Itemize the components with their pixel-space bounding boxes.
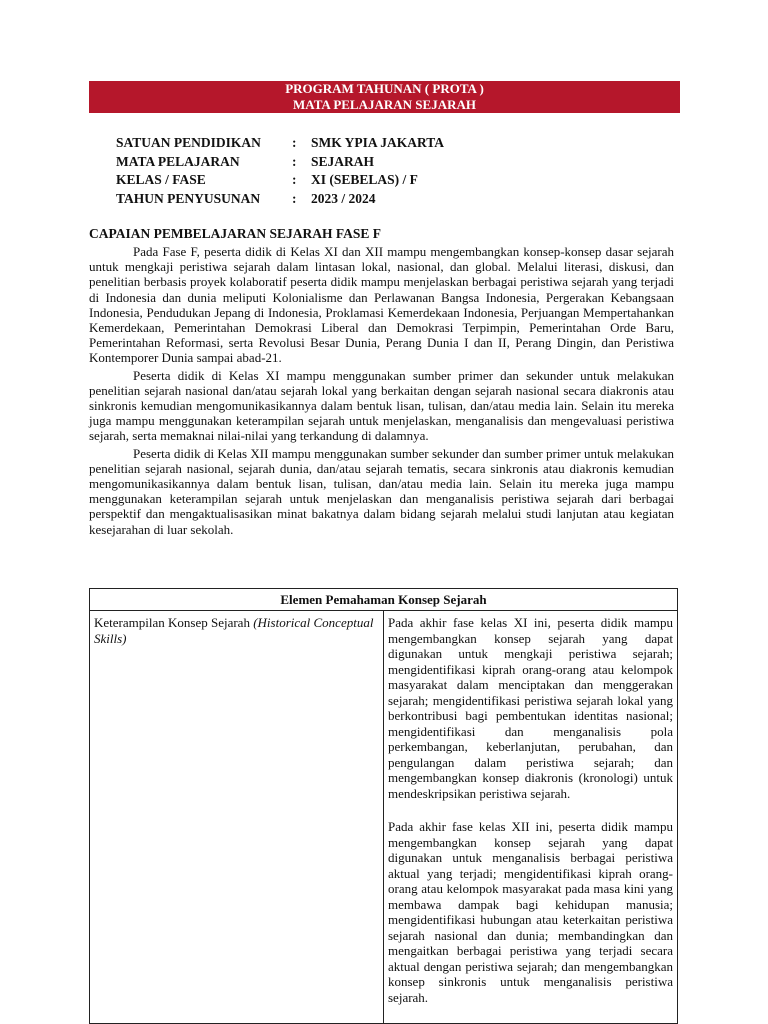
info-label: MATA PELAJARAN <box>116 153 240 169</box>
info-row-tahun <box>116 190 444 209</box>
title-line-2: MATA PELAJARAN SEJARAH <box>293 97 476 112</box>
title-line-1: PROGRAM TAHUNAN ( PROTA ) <box>285 81 484 96</box>
info-colon: : <box>292 135 297 150</box>
info-row-satuan <box>116 134 444 153</box>
info-colon: : <box>292 190 297 206</box>
description-paragraph: Pada akhir fase kelas XII ini, peserta didik mampu mengembangkan konsep sejarah yang dapat digunakan untuk menganalisis berbagai peristiwa aktual yang terjadi; mengidentifikasi kiprah orang-orang atau kelompok masyarakat pada masa kini yang membawa dampak bagi kehidupan manusia; mengidentifikasi hubungan atau keterkaitan peristiwa sejarah nasional dan dunia; membandingkan dan mengaitkan berbagai peristiwa yang terjadi secara aktual dengan peristiwa sejarah; dan mengembangkan konsep sinkronis untuk menganalisis peristiwa sejarah. <box>388 819 673 1005</box>
info-row-mapel <box>116 153 444 172</box>
info-colon: : <box>292 153 297 169</box>
element-name-cell <box>90 611 384 1024</box>
capaian-paragraph: Peserta didik di Kelas XI mampu menggunakan sumber primer dan sekunder untuk melakukan penelitian sejarah nasional dan/atau sejarah lokal yang berkaitan dengan sejarah nasional secara diakronis atau sinkronis kemudian mengomunikasikannya dalam bentuk lisan, tulisan, dan/atau media lain. Selain itu mereka juga mampu menggunakan keterampilan sejarah untuk menjelaskan, menganalisis dan mengevaluasi peristiwa sejarah, serta memaknai nilai-nilai yang terkandung di dalamnya. <box>89 367 674 444</box>
description-paragraph: Pada akhir fase kelas XI ini, peserta didik mampu mengembangkan konsep sejarah yang dapat digunakan untuk mengkaji peristiwa sejarah; mengidentifikasi kiprah orang-orang atau kelompok masyarakat dalam menciptakan dan menggerakan sejarah; mengidentifikasi peristiwa sejarah lokal yang berkontribusi bagi pembentukan identitas nasional; mengidentifikasi dan menganalisis pola perkembangan, keberlanjutan, perubahan, dan pengulangan dalam peristiwa sejarah; dan mengembangkan konsep diakronis (kronologi) untuk mendeskripsikan peristiwa sejarah. <box>388 615 673 801</box>
identity-block <box>116 134 444 208</box>
capaian-body <box>89 244 674 539</box>
table-header: Elemen Pemahaman Konsep Sejarah <box>90 589 678 611</box>
info-value: SMK YPIA JAKARTA <box>311 135 445 150</box>
info-value: SEJARAH <box>311 153 375 169</box>
capaian-heading: CAPAIAN PEMBELAJARAN SEJARAH FASE F <box>89 226 382 241</box>
info-colon: : <box>292 172 297 187</box>
capaian-paragraph: Pada Fase F, peserta didik di Kelas XI dan XII mampu mengembangkan konsep-konsep dasar sejarah untuk mengkaji peristiwa sejarah dalam lintasan lokal, nasional, dan global. Melalui literasi, diskusi, dan penelitian berbasis proyek kolaboratif peserta didik mampu menjelaskan berbagai peristiwa sejarah yang terjadi di Indonesia dan dunia meliputi Kolonialisme dan Perlawanan Bangsa Indonesia, Pergerakan Kebangsaan Indonesia, Pendudukan Jepang di Indonesia, Proklamasi Kemerdekaan Indonesia, Perjuangan Mempertahankan Kemerdekaan, Pemerintahan Demokrasi Liberal dan Demokrasi Terpimpin, Pemerintahan Orde Baru, Pemerintahan Reformasi, serta Revolusi Besar Dunia, Perang Dunia I dan II, Perang Dingin, dan Peristiwa Kontemporer Dunia sampai abad-21. <box>89 244 674 366</box>
table-header-row <box>90 589 678 611</box>
info-value: XI (SEBELAS) / F <box>311 172 418 187</box>
info-row-kelas <box>116 171 444 190</box>
info-label: KELAS / FASE <box>116 172 206 187</box>
capaian-paragraph: Peserta didik di Kelas XII mampu menggunakan sumber sekunder dan sumber primer untuk melakukan penelitian sejarah nasional, sejarah dunia, dan/atau sejarah tematis, secara sinkronis atau diakronis kemudian mengomunikasikannya dalam bentuk lisan, tulisan, dan/atau media lain. Selain itu mereka juga mampu menggunakan keterampilan sejarah untuk menjelaskan dan menganalisis peristiwa sejarah dari berbagai perspektif dan mengaktualisasikan minat bakatnya dalam bidang sejarah melalui studi lanjutan atau kegiatan kesejarahan di luar sekolah. <box>89 445 674 537</box>
elemen-table <box>89 588 678 1024</box>
title-banner <box>89 81 680 113</box>
element-name-english: (Historical Conceptual Skills) <box>94 615 374 646</box>
info-value: 2023 / 2024 <box>311 190 376 206</box>
element-name: Keterampilan Konsep Sejarah <box>94 615 250 630</box>
info-label: TAHUN PENYUSUNAN <box>116 190 261 206</box>
info-label: SATUAN PENDIDIKAN <box>116 135 261 150</box>
element-description-cell <box>384 611 678 1024</box>
table-row <box>90 611 678 1024</box>
